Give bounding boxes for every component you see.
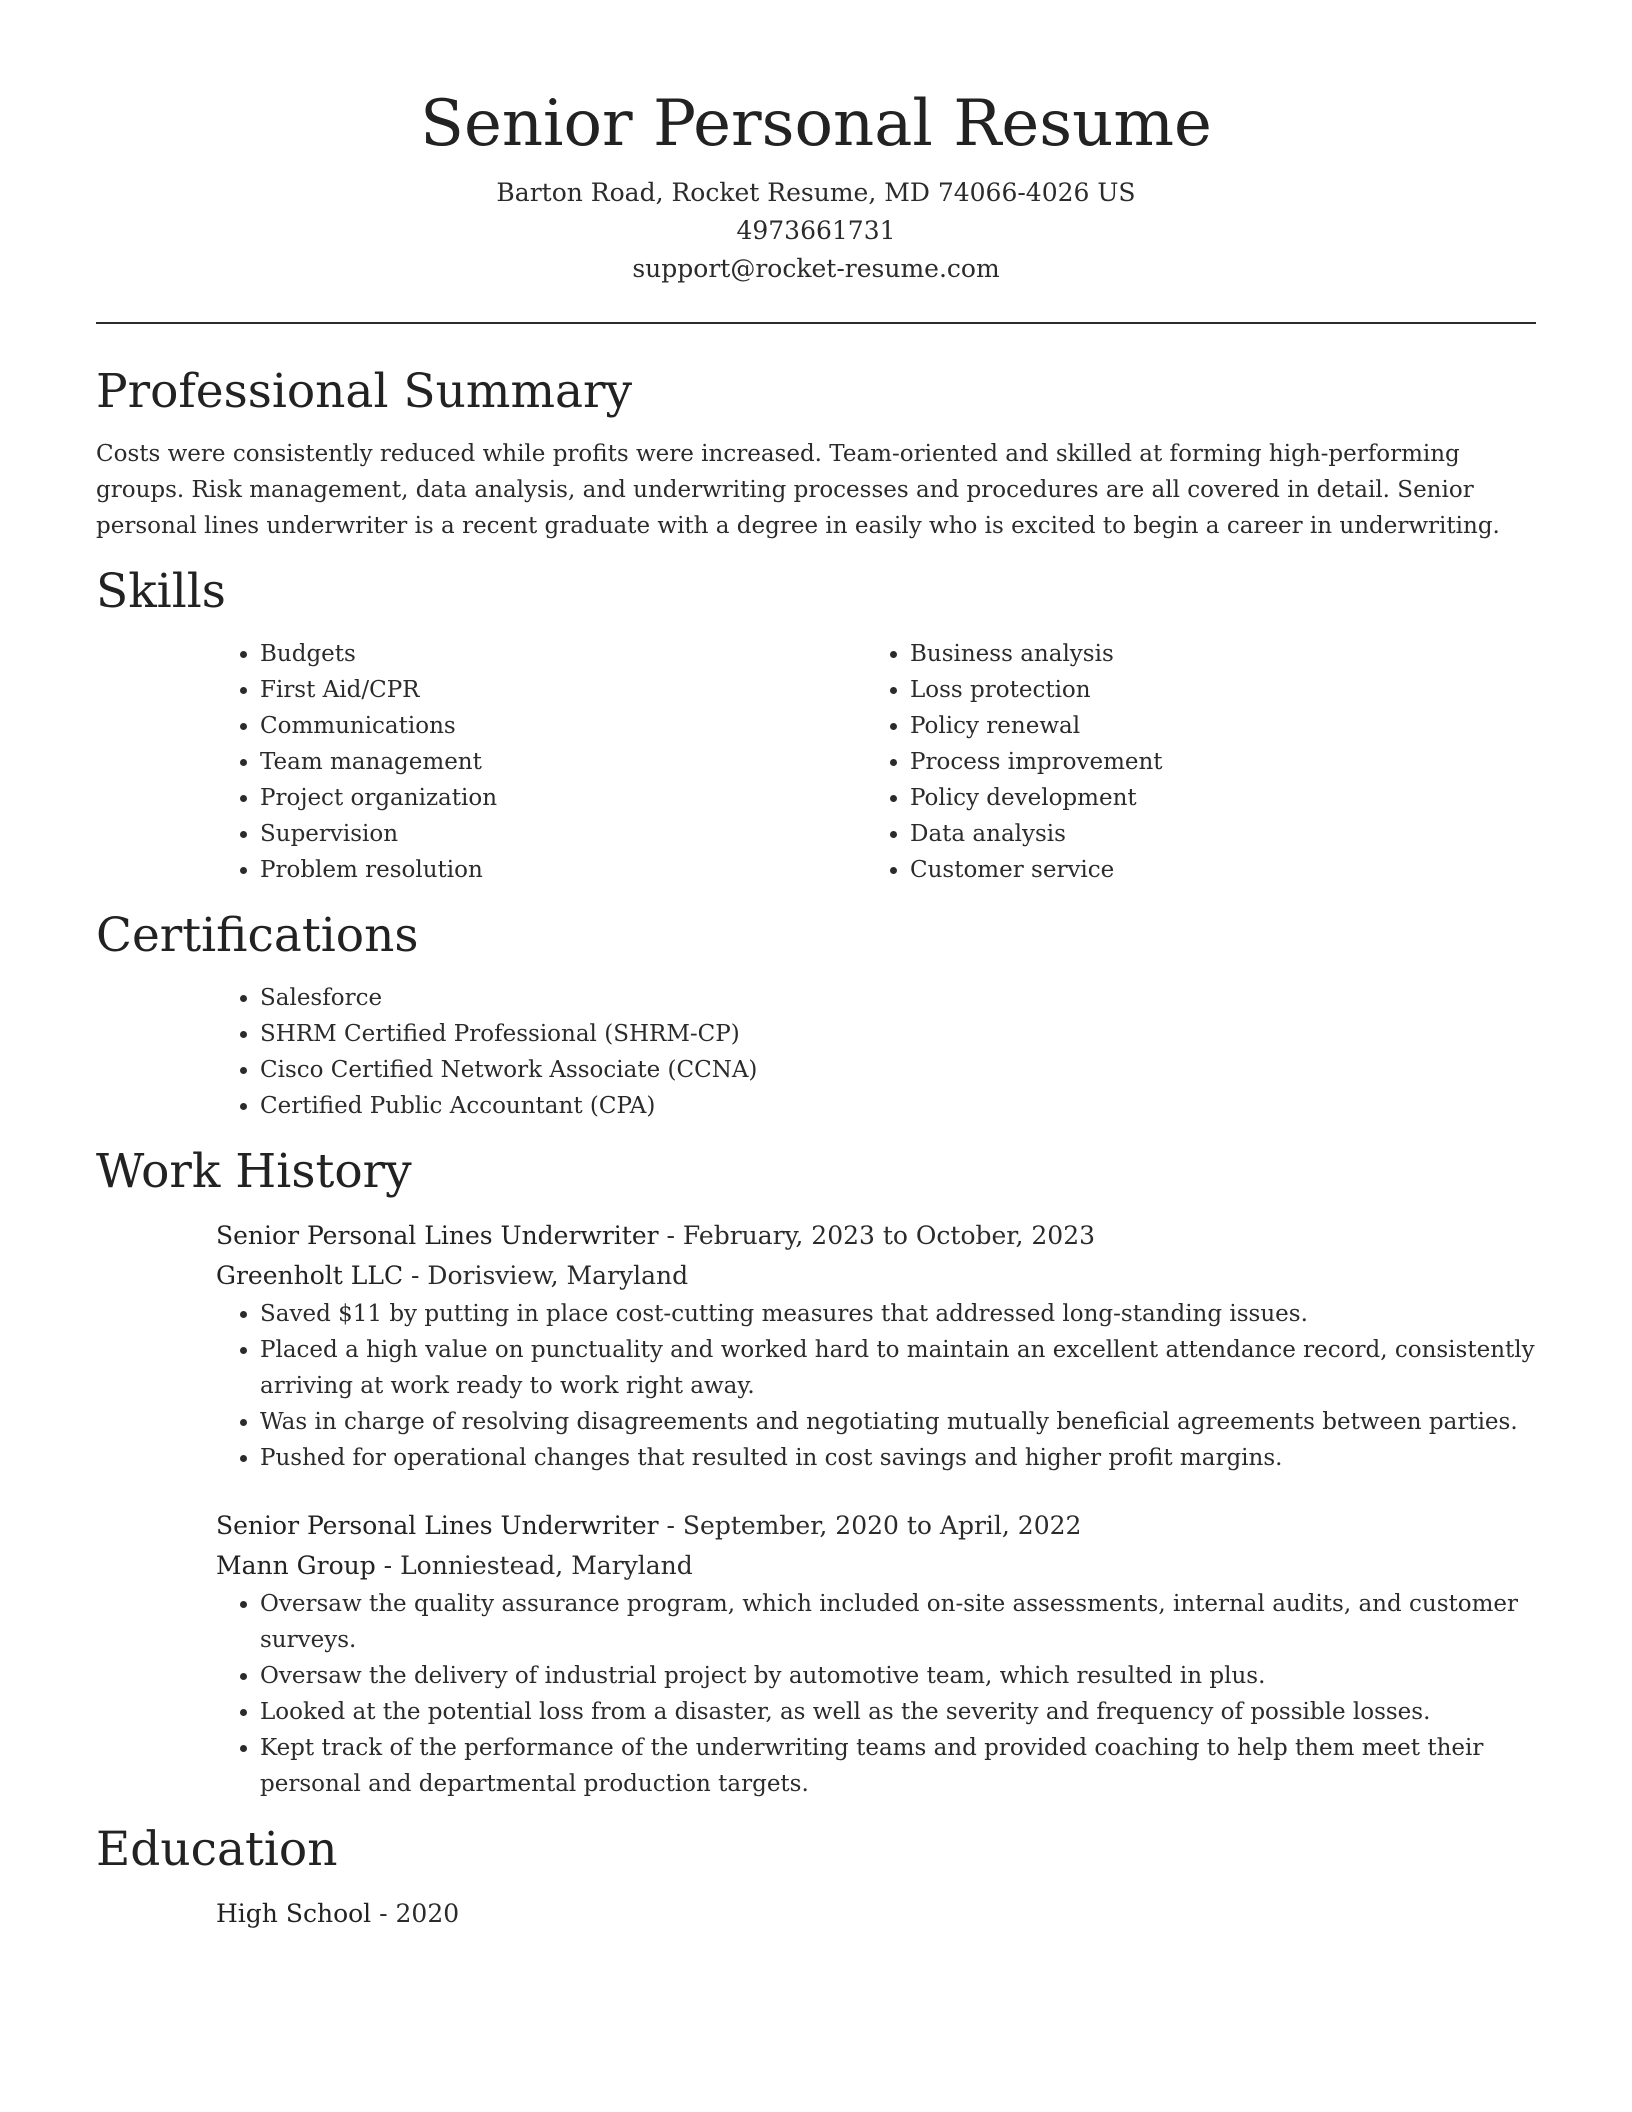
skills-column-right — [866, 636, 1516, 888]
skill-item: • First Aid/CPR — [260, 672, 866, 708]
summary-text: Costs were consistently reduced while profits were increased. Team-oriented and skilled at forming high-performing groups. Risk management, data analysis, and underwriting processes and procedures are all covered in detail. Senior personal lines underwriter is a recent graduate with a degree in easily who is excited to begin a career in underwriting. — [96, 441, 1500, 539]
skill-item: • Policy development — [910, 780, 1516, 816]
job-company: Greenholt LLC — [216, 1261, 404, 1290]
job-company-line — [216, 1256, 1536, 1296]
certifications-list-wrap — [216, 980, 1536, 1124]
skill-item: • Team management — [260, 744, 866, 780]
certification-item: • Cisco Certified Network Associate (CCNA) — [260, 1052, 1536, 1088]
job-bullet: • Oversaw the delivery of industrial project by automotive team, which resulted in plus. — [260, 1658, 1536, 1694]
education-year: - 2020 — [371, 1899, 460, 1928]
certification-item: • Salesforce — [260, 980, 1536, 1016]
job-bullet: • Kept track of the performance of the underwriting teams and provided coaching to help them meet their personal and departmental production targets. — [260, 1730, 1536, 1802]
skills-column-left — [216, 636, 866, 888]
skill-item: • Communications — [260, 708, 866, 744]
skill-item: • Customer service — [910, 852, 1516, 888]
job-entry — [216, 1506, 1536, 1802]
job-bullet: • Oversaw the quality assurance program, which included on-site assessments, internal audits, and customer surveys. — [260, 1586, 1536, 1658]
resume-header — [96, 0, 1536, 288]
education-line — [216, 1894, 1536, 1934]
skill-item: • Data analysis — [910, 816, 1516, 852]
education-section — [96, 1820, 1536, 1934]
job-role: Senior Personal Lines Underwriter — [216, 1221, 659, 1250]
resume-page — [96, 0, 1536, 1934]
certification-item: • Certified Public Accountant (CPA) — [260, 1088, 1536, 1124]
certifications-title: Certifications — [96, 908, 419, 963]
skills-title: Skills — [96, 564, 226, 619]
skill-item: • Problem resolution — [260, 852, 866, 888]
job-location: - Lonniestead, Maryland — [375, 1551, 693, 1580]
skills-list-right — [866, 636, 1516, 888]
contact-address: Barton Road, Rocket Resume, MD 74066-4026 US — [496, 178, 1136, 207]
job-dates: - September, 2020 to April, 2022 — [658, 1511, 1082, 1540]
job-bullet: • Placed a high value on punctuality and worked hard to maintain an excellent attendance record, consistently arriving at work ready to work right away. — [260, 1332, 1536, 1404]
contact-phone: 4973661731 — [736, 216, 896, 245]
skills-grid — [216, 636, 1536, 888]
job-dates: - February, 2023 to October, 2023 — [658, 1221, 1096, 1250]
skill-item: • Loss protection — [910, 672, 1516, 708]
job-company-line — [216, 1546, 1536, 1586]
summary-section — [96, 362, 1536, 544]
contact-block — [96, 174, 1536, 288]
work-history-section — [96, 1142, 1536, 1802]
skill-item: • Policy renewal — [910, 708, 1516, 744]
job-entry — [216, 1216, 1536, 1476]
job-bullet: • Looked at the potential loss from a disaster, as well as the severity and frequency of possible losses. — [260, 1694, 1536, 1730]
header-divider — [96, 322, 1536, 324]
job-bullet: • Saved $11 by putting in place cost-cutting measures that addressed long-standing issues. — [260, 1296, 1536, 1332]
skills-section — [96, 562, 1536, 888]
skill-item: • Business analysis — [910, 636, 1516, 672]
education-degree: High School — [216, 1899, 372, 1928]
skill-item: • Process improvement — [910, 744, 1516, 780]
skill-item: • Budgets — [260, 636, 866, 672]
job-role: Senior Personal Lines Underwriter — [216, 1511, 659, 1540]
education-title: Education — [96, 1822, 338, 1877]
job-company: Mann Group — [216, 1551, 376, 1580]
work-history-title: Work History — [96, 1144, 412, 1199]
certifications-list — [216, 980, 1536, 1124]
job-bullet: • Pushed for operational changes that resulted in cost savings and higher profit margins. — [260, 1440, 1536, 1476]
job-bullet: • Was in charge of resolving disagreements and negotiating mutually beneficial agreements between parties. — [260, 1404, 1536, 1440]
job-bullets — [216, 1586, 1536, 1802]
certifications-section — [96, 906, 1536, 1124]
job-bullets — [216, 1296, 1536, 1476]
skill-item: • Supervision — [260, 816, 866, 852]
contact-email: support@rocket-resume.com — [632, 254, 1000, 283]
job-title-line — [216, 1216, 1536, 1256]
job-location: - Dorisview, Maryland — [403, 1261, 689, 1290]
certification-item: • SHRM Certified Professional (SHRM-CP) — [260, 1016, 1536, 1052]
summary-title: Professional Summary — [96, 364, 633, 419]
skill-item: • Project organization — [260, 780, 866, 816]
candidate-name: Senior Personal Resume — [420, 87, 1212, 161]
skills-list-left — [216, 636, 866, 888]
job-title-line — [216, 1506, 1536, 1546]
